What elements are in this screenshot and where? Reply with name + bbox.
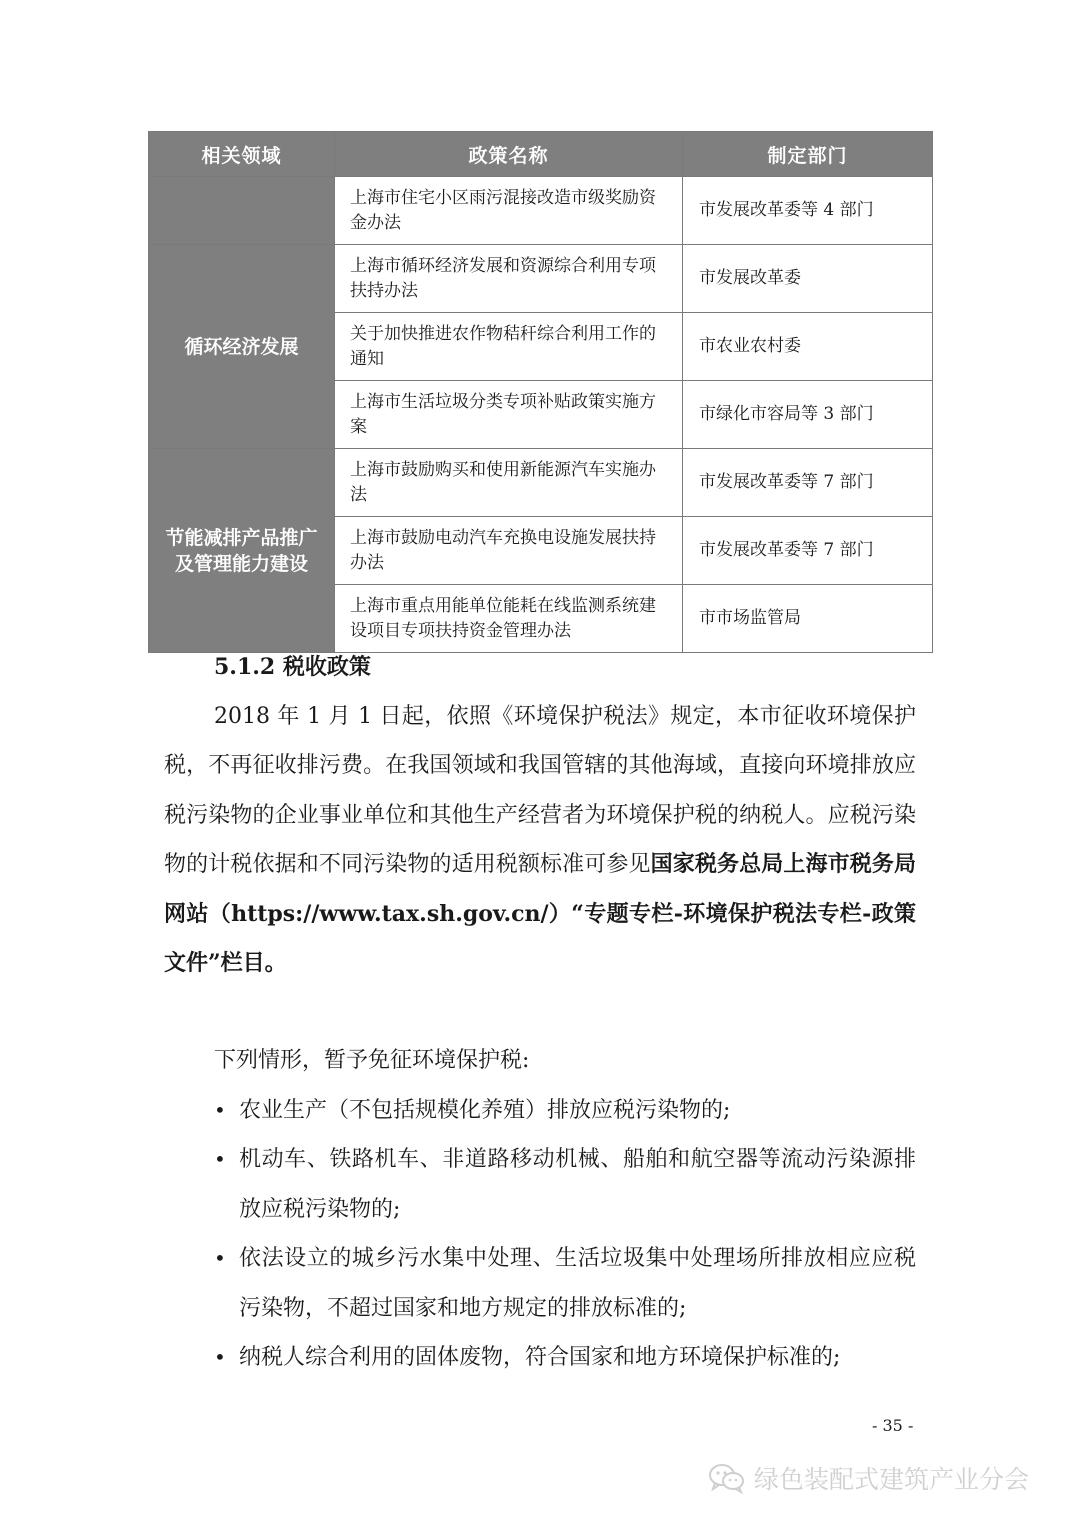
watermark	[708, 1460, 1029, 1496]
policy-name-cell: 关于加快推进农作物秸秆综合利用工作的通知	[335, 313, 683, 381]
area-cell: 节能减排产品推广及管理能力建设	[149, 449, 335, 653]
area-cell	[149, 177, 335, 245]
policy-name-cell: 上海市生活垃圾分类专项补贴政策实施方案	[335, 381, 683, 449]
list-item	[214, 1086, 916, 1135]
list-item	[214, 1135, 916, 1234]
watermark-text: 绿色装配式建筑产业分会	[754, 1465, 1030, 1494]
header-department: 制定部门	[683, 132, 933, 177]
bullet-icon: •	[214, 1147, 226, 1172]
department-cell: 市发展改革委	[683, 245, 933, 313]
list-item-text: 农业生产（不包括规模化养殖）排放应税污染物的;	[239, 1098, 731, 1123]
header-policy-name: 政策名称	[335, 132, 683, 177]
exemption-intro: 下列情形，暂予免征环境保护税:	[214, 1048, 530, 1073]
table-row	[149, 449, 933, 517]
bullet-icon: •	[214, 1246, 226, 1271]
department-cell: 市发展改革委等 7 部门	[683, 517, 933, 585]
department-cell: 市发展改革委等 7 部门	[683, 449, 933, 517]
policy-name-cell: 上海市住宅小区雨污混接改造市级奖励资金办法	[335, 177, 683, 245]
department-cell: 市农业农村委	[683, 313, 933, 381]
policy-name-cell: 上海市鼓励电动汽车充换电设施发展扶持办法	[335, 517, 683, 585]
list-item-text: 纳税人综合利用的固体废物，符合国家和地方环境保护标准的;	[239, 1345, 841, 1371]
policy-table	[148, 131, 933, 653]
policy-name-cell: 上海市鼓励购买和使用新能源汽车实施办法	[335, 449, 683, 517]
tax-bureau-reference: 国家税务总局上海市税务局网站（https://www.tax.sh.gov.cn/）“专题专栏-环境保护税法专栏-政策文件”栏目。	[164, 851, 916, 977]
list-item	[214, 1333, 916, 1382]
list-item	[214, 1234, 916, 1333]
page-number: - 35 -	[872, 1416, 914, 1435]
department-cell: 市发展改革委等 4 部门	[683, 177, 933, 245]
section-heading: 5.1.2 税收政策	[214, 654, 371, 680]
department-cell: 市绿化市容局等 3 部门	[683, 381, 933, 449]
wechat-icon	[708, 1462, 746, 1494]
paragraph-text: 2018 年 1 月 1 日起，依照《环境保护税法》规定，本市征收环境保护税，不再征收排污费。在我国领域和我国管辖的其他海域，直接向环境排放应税污染物的企业事业单位和其他生产经营者为环境保护税的纳税人。应税污染物的计税依据和不同污染物的适用税额标准可参见	[164, 704, 916, 878]
list-item-text: 依法设立的城乡污水集中处理、生活垃圾集中处理场所排放相应应税污染物，不超过国家和地方规定的排放标准的;	[239, 1246, 916, 1321]
policy-name-cell: 上海市重点用能单位能耗在线监测系统建设项目专项扶持资金管理办法	[335, 585, 683, 653]
tax-policy-paragraph	[164, 692, 916, 988]
department-cell: 市市场监管局	[683, 585, 933, 653]
policy-name-cell: 上海市循环经济发展和资源综合利用专项扶持办法	[335, 245, 683, 313]
bullet-icon: •	[214, 1345, 226, 1370]
table-row	[149, 245, 933, 313]
area-cell: 循环经济发展	[149, 245, 335, 449]
table-header-row	[149, 132, 933, 177]
bullet-icon: •	[214, 1098, 226, 1122]
list-item-text: 机动车、铁路机车、非道路移动机械、船舶和航空器等流动污染源排放应税污染物的;	[239, 1147, 916, 1222]
table-row	[149, 177, 933, 245]
header-area: 相关领域	[149, 132, 335, 177]
exemption-list	[214, 1086, 916, 1382]
